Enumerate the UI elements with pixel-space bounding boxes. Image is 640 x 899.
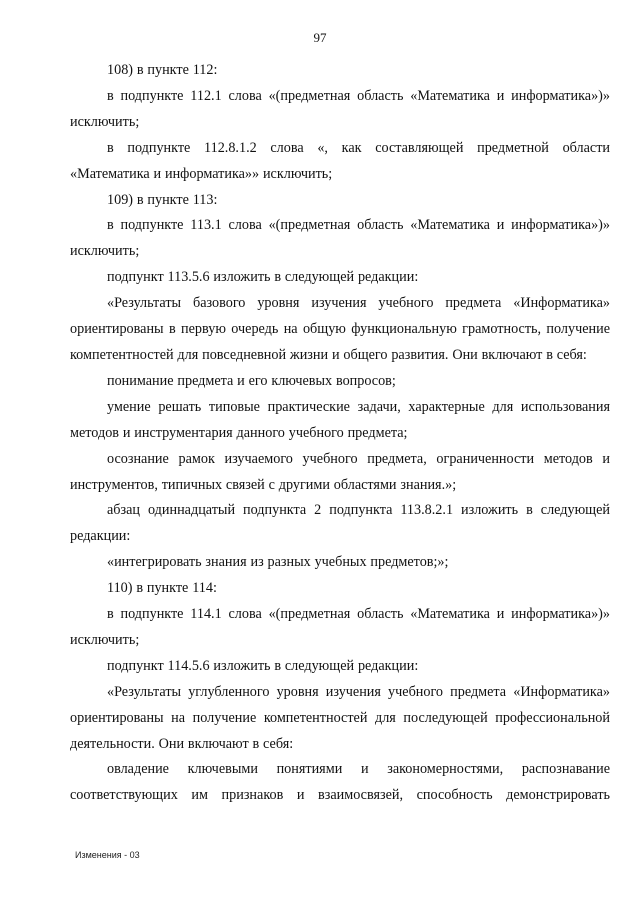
paragraph: в подпункте 112.8.1.2 слова «, как составляющей предметной области «Математика и информатика»» исключить;: [70, 139, 610, 182]
paragraph: «Результаты углубленного уровня изучения учебного предмета «Информатика» ориентированы на получение компетентностей для последующей профессиональной деятельности. Они включают в себя:: [70, 683, 610, 752]
paragraph: «Результаты базового уровня изучения учебного предмета «Информатика» ориентированы в первую очередь на общую функциональную грамотность, получение компетентностей для повседневной жизни и общего развития. Они включают в себя:: [70, 295, 610, 363]
paragraph: абзац одиннадцатый подпункта 2 подпункта 113.8.2.1 изложить в следующей редакции:: [70, 502, 610, 545]
paragraph: умение решать типовые практические задачи, характерные для использования методов и инструментария данного учебного предмета;: [70, 398, 610, 441]
paragraph: подпункт 113.5.6 изложить в следующей редакции:: [107, 269, 419, 286]
footer-revision-mark: Изменения - 03: [75, 850, 140, 860]
paragraph: в подпункте 112.1 слова «(предметная область «Математика и информатика»)» исключить;: [70, 87, 610, 130]
paragraph: овладение ключевыми понятиями и закономерностями, распознавание соответствующих им признаков и взаимосвязей, способность демонстрировать: [70, 761, 610, 804]
paragraph: 109) в пункте 113:: [107, 191, 218, 208]
paragraph: подпункт 114.5.6 изложить в следующей редакции:: [107, 657, 419, 674]
paragraph: «интегрировать знания из разных учебных предметов;»;: [107, 554, 449, 571]
paragraph: осознание рамок изучаемого учебного предмета, ограниченности методов и инструментов, типичных связей с другими областями знания.»;: [70, 450, 610, 493]
paragraph: в подпункте 113.1 слова «(предметная область «Математика и информатика»)» исключить;: [70, 217, 610, 260]
paragraph: понимание предмета и его ключевых вопросов;: [107, 372, 396, 389]
page-number: 97: [313, 30, 327, 45]
document-body: [70, 58, 610, 809]
paragraph: 108) в пункте 112:: [107, 62, 218, 78]
paragraph: в подпункте 114.1 слова «(предметная область «Математика и информатика»)» исключить;: [70, 606, 610, 648]
paragraph: 110) в пункте 114:: [107, 580, 217, 597]
